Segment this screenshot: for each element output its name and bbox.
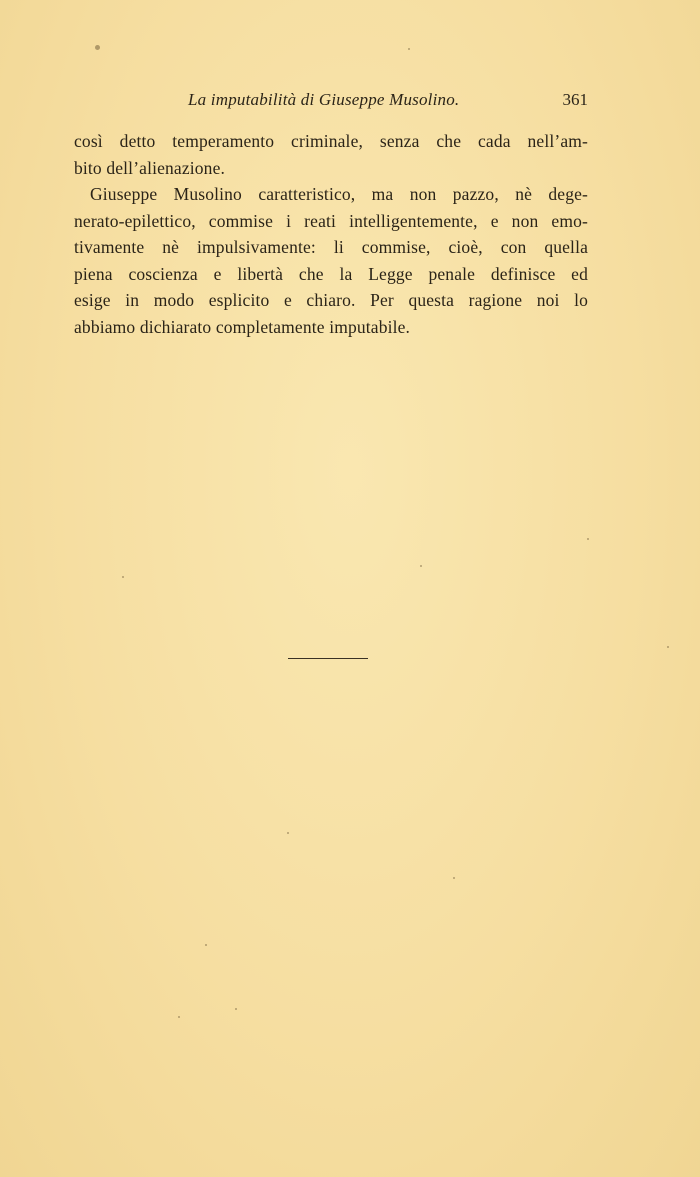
- page-number: 361: [562, 90, 588, 109]
- paper-speck: [420, 565, 422, 567]
- paper-speck: [178, 1016, 180, 1018]
- section-end-rule: [288, 658, 368, 659]
- paper-speck: [205, 944, 207, 946]
- text-line: Giuseppe Musolino caratteristico, ma non pazzo, nè dege-: [90, 184, 588, 204]
- paper-speck: [453, 877, 455, 879]
- paper-speck: [235, 1008, 237, 1010]
- paper-speck: [122, 576, 124, 578]
- paper-speck: [667, 646, 669, 648]
- text-line: così detto temperamento criminale, senza che cada nell’am-: [74, 131, 588, 151]
- body-text: [74, 128, 588, 340]
- paper-speck: [95, 45, 100, 50]
- text-line: abbiamo dichiarato completamente imputabile.: [74, 316, 411, 337]
- text-line: nerato-epilettico, commise i reati intelligentemente, e non emo-: [74, 210, 588, 231]
- text-line: esige in modo esplicito e chiaro. Per questa ragione noi lo: [74, 290, 588, 310]
- text-line: piena coscienza e libertà che la Legge penale definisce ed: [74, 263, 588, 284]
- paper-speck: [408, 48, 410, 50]
- running-title: La imputabilità di Giuseppe Musolino.: [188, 90, 460, 109]
- paper-speck: [287, 832, 289, 834]
- text-line: bito dell’alienazione.: [74, 157, 226, 178]
- running-head: [74, 90, 588, 114]
- text-line: tivamente nè impulsivamente: li commise, cioè, con quella: [74, 237, 588, 257]
- paper-speck: [587, 538, 589, 540]
